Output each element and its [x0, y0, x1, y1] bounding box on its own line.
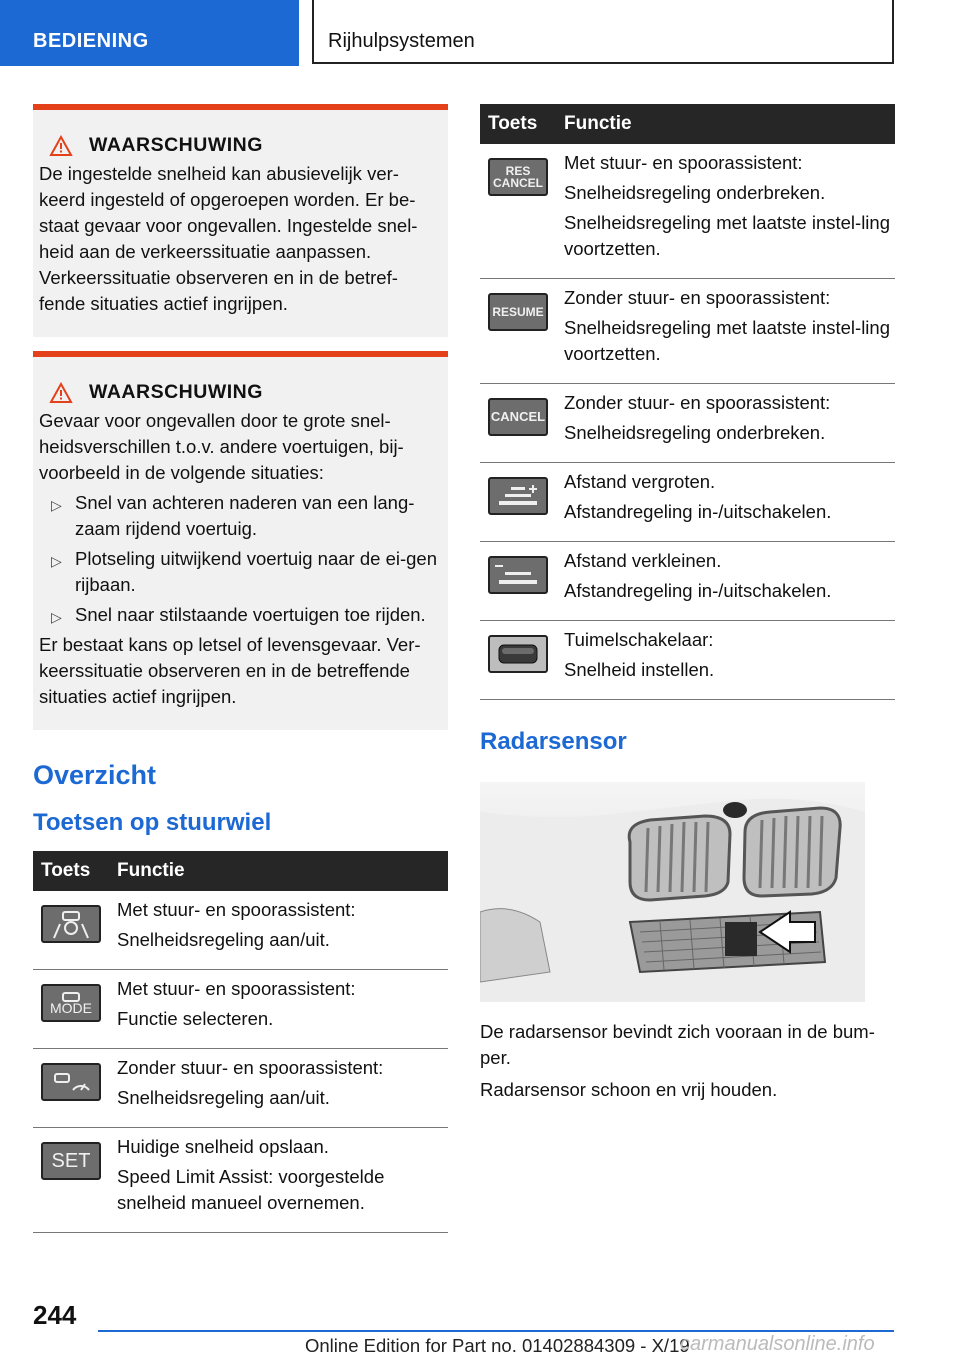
header-chapter: Rijhulpsystemen [328, 30, 475, 52]
radar-sensor-photo [480, 782, 865, 1002]
heading-overzicht: Overzicht [33, 760, 157, 790]
steering-assist-speed-icon [41, 905, 101, 943]
watermark: carmanualsonline.info [680, 1333, 875, 1355]
table-row: Afstand verkleinen. Afstandregeling in-/uitschakelen. [480, 542, 895, 621]
warning-triangle-icon [49, 135, 73, 157]
bullet-triangle-icon: ▷ [51, 553, 62, 569]
table-row: CANCEL Zonder stuur- en spoorassistent: Snelheidsregeling onderbreken. [480, 384, 895, 463]
res-cancel-key-icon: RES CANCEL [488, 158, 548, 196]
radar-paragraph: Radarsensor schoon en vrij houden. [480, 1079, 778, 1100]
radar-body-text [480, 1019, 895, 1103]
column-header-toets: Toets [480, 104, 564, 144]
page-number: 244 [33, 1300, 77, 1330]
warning-text: Gevaar voor ongevallen door te grote snel-heidsverschillen t.o.v. andere voertuigen, bij-voorbeeld in de volgende situaties: [39, 410, 404, 483]
table-row: Tuimelschakelaar: Snelheid instellen. [480, 621, 895, 700]
list-item: ▷ Plotseling uitwijkend voertuig naar de ei-gen rijbaan. [51, 548, 437, 595]
table-row: Afstand vergroten. Afstandregeling in-/uitschakelen. [480, 463, 895, 542]
distance-increase-icon [488, 477, 548, 515]
bullet-triangle-icon: ▷ [51, 609, 62, 625]
column-header-toets: Toets [33, 851, 117, 891]
set-key-icon: SET [41, 1142, 101, 1180]
footer-edition: Online Edition for Part no. 01402884309 - X/19 [305, 1335, 690, 1356]
right-column [480, 104, 895, 1109]
table-row: RESUME Zonder stuur- en spoorassistent: Snelheidsregeling met laatste instel-ling voortzetten. [480, 279, 895, 384]
mode-key-icon: MODE [41, 984, 101, 1022]
header-section: BEDIENING [33, 30, 149, 52]
list-item: ▷ Snel van achteren naderen van een lang-zaam rijdend voertuig. [51, 492, 415, 539]
cruise-control-icon [41, 1063, 101, 1101]
table-row: SET Huidige snelheid opslaan. Speed Limit Assist: voorgestelde snelheid manueel overnemen. [33, 1128, 448, 1233]
keys-table-right [480, 104, 895, 700]
cancel-key-icon: CANCEL [488, 398, 548, 436]
resume-key-icon: RESUME [488, 293, 548, 331]
heading-radarsensor: Radarsensor [480, 728, 627, 755]
warning-triangle-icon [49, 382, 73, 404]
bullet-triangle-icon: ▷ [51, 497, 62, 513]
rocker-switch-icon [488, 635, 548, 673]
header-chapter-box [312, 0, 894, 64]
warning-box-1 [33, 104, 448, 337]
keys-table-left [33, 851, 448, 1233]
subheading-toetsen: Toetsen op stuurwiel [33, 809, 272, 836]
distance-decrease-icon [488, 556, 548, 594]
warning-bullet-list [39, 490, 440, 628]
warning-box-2 [33, 351, 448, 730]
warning-title: WAARSCHUWING [89, 134, 263, 156]
left-column [33, 104, 448, 1233]
radar-paragraph: De radarsensor bevindt zich vooraan in de bum-per. [480, 1021, 875, 1068]
table-row: RES CANCEL Met stuur- en spoorassistent: Snelheidsregeling onderbreken. Snelheidsregeling met laatste instel-ling voortzetten. [480, 144, 895, 279]
table-row: Zonder stuur- en spoorassistent: Snelheidsregeling aan/uit. [33, 1049, 448, 1128]
column-header-functie: Functie [117, 851, 448, 891]
header-section-tab [0, 0, 299, 66]
list-item: ▷ Snel naar stilstaande voertuigen toe rijden. [39, 602, 440, 628]
footer-rule [98, 1330, 894, 1332]
table-row: Met stuur- en spoorassistent: Snelheidsregeling aan/uit. [33, 891, 448, 970]
warning-title: WAARSCHUWING [89, 381, 263, 403]
table-row: MODE Met stuur- en spoorassistent: Functie selecteren. [33, 970, 448, 1049]
column-header-functie: Functie [564, 104, 895, 144]
warning-text: De ingestelde snelheid kan abusievelijk ver-keerd ingesteld of opgeroepen worden. Er be-staat gevaar voor ongevallen. Ingestelde snel-heid aan de verkeerssituatie aanpassen. Verkeerssituatie observeren en in de betref-fende situaties actief ingrijpen. [39, 163, 418, 314]
warning-outro: Er bestaat kans op letsel of levensgevaar. Ver-keerssituatie observeren en in de betreffende situaties actief ingrijpen. [39, 634, 421, 707]
